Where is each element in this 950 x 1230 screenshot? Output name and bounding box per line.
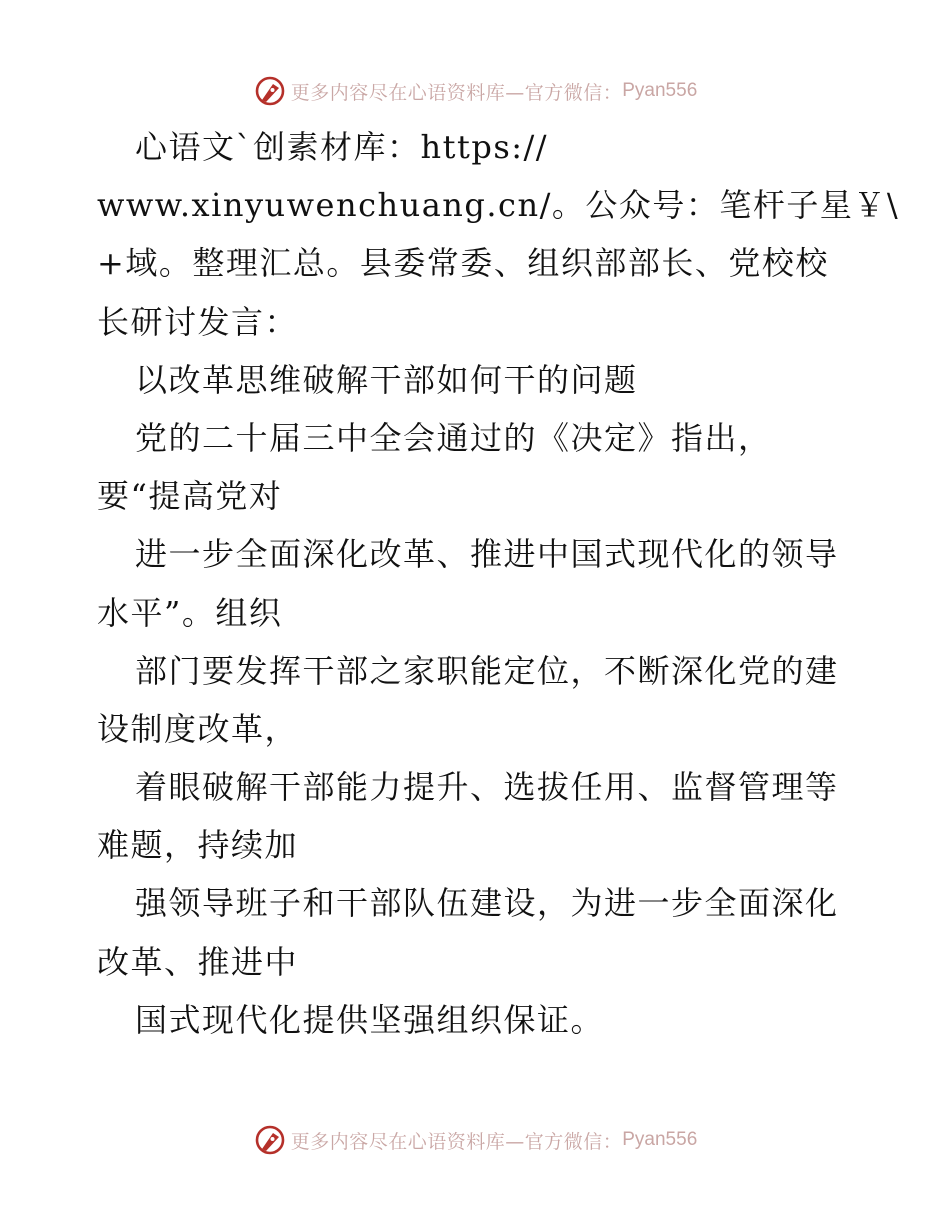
text-line: 长研讨发言： xyxy=(97,302,299,341)
text-line: www.xinyuwenchuang.cn/。公众号：笔杆子星￥\ xyxy=(97,186,900,225)
header-banner xyxy=(0,71,950,111)
text-line: 改革、推进中 xyxy=(97,942,299,981)
banner-handle: Pyan556 xyxy=(622,80,698,101)
footer-banner xyxy=(0,1120,950,1160)
text-line: 以改革思维破解干部如何干的问题 xyxy=(135,360,638,399)
banner-handle: Pyan556 xyxy=(622,1129,698,1150)
text-line: 水平”。组织 xyxy=(97,593,283,632)
pen-nib-circle-icon xyxy=(253,74,287,108)
text-line: 难题，持续加 xyxy=(97,826,299,865)
text-line: 心语文`创素材库：https:// xyxy=(135,128,549,166)
text-line: 部门要发挥干部之家职能定位，不断深化党的建 xyxy=(135,651,839,690)
text-line: 强领导班子和干部队伍建设，为进一步全面深化 xyxy=(135,884,839,923)
text-line: 党的二十届三中全会通过的《决定》指出， xyxy=(135,418,772,457)
banner-text: 更多内容尽在心语资料库—官方微信： xyxy=(290,81,623,104)
text-line: 进一步全面深化改革、推进中国式现代化的领导 xyxy=(135,535,839,574)
text-line: +域。整理汇总。县委常委、组织部部长、党校校 xyxy=(97,244,829,283)
text-line: 设制度改革， xyxy=(97,709,299,748)
text-line: 着眼破解干部能力提升、选拔任用、监督管理等 xyxy=(135,768,839,807)
document-body xyxy=(97,118,900,1049)
text-line: 国式现代化提供坚强组织保证。 xyxy=(135,1000,605,1039)
text-line: 要“提高党对 xyxy=(97,477,283,516)
pen-nib-circle-icon xyxy=(253,1123,287,1157)
banner-text: 更多内容尽在心语资料库—官方微信： xyxy=(290,1130,623,1153)
